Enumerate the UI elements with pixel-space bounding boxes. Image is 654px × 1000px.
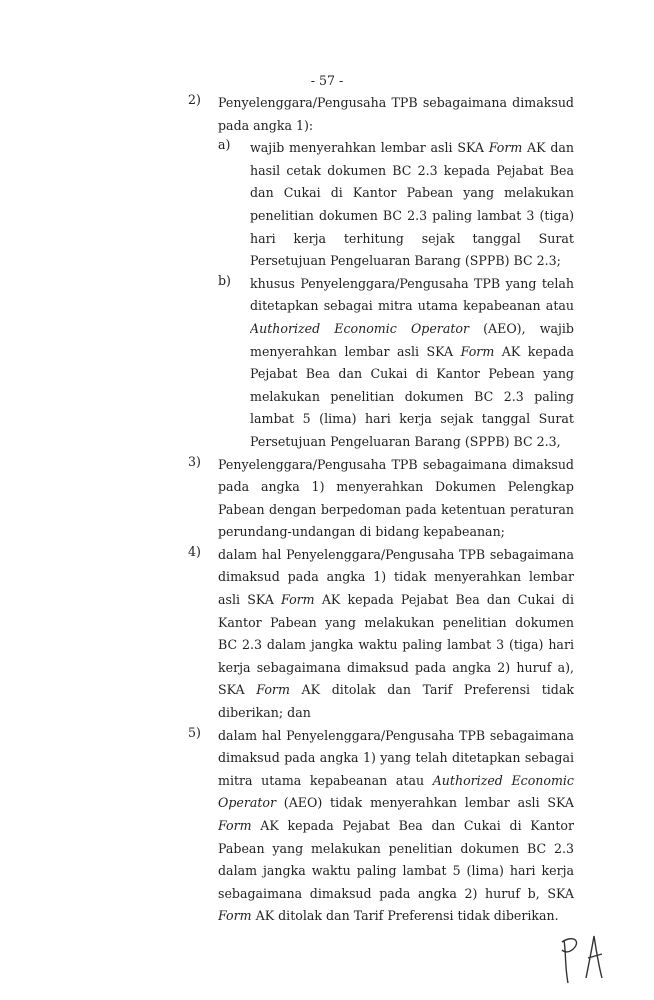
text-line [218, 499, 574, 522]
text-segment: dalam jangka waktu paling lambat 5 (lima) hari kerja [218, 863, 574, 879]
text-segment: AK kepada Pejabat Bea dan Cukai di [314, 592, 574, 608]
text-segment: pada angka 1) menyerahkan Dokumen Pelengkap [218, 479, 574, 495]
text-line [250, 363, 574, 386]
text-segment: Penyelenggara/Pengusaha TPB sebagaimana dimaksud [218, 95, 574, 110]
text-line [250, 137, 574, 160]
text-line [218, 747, 574, 770]
text-segment: diberikan; dan [218, 705, 311, 721]
text-segment: sebagaimana dimaksud pada angka 2) huruf b, SKA [218, 885, 574, 901]
text-segment: (AEO) tidak menyerahkan lembar asli SKA [276, 795, 574, 811]
text-line [218, 838, 574, 861]
text-segment: Pejabat Bea dan Cukai di Kantor Pebean yang [250, 366, 574, 382]
text-line [218, 657, 574, 680]
document-body [188, 92, 574, 928]
text-line [250, 250, 574, 273]
text-segment: SKA [218, 682, 257, 698]
sub-list-item-letter: b) [218, 272, 231, 288]
text-segment: dimaksud pada angka 1) yang telah ditetapkan sebagai [218, 750, 574, 766]
text-line [218, 92, 574, 115]
italic-text-segment: Authorized Economic [432, 772, 574, 788]
sub-list-item [218, 137, 574, 273]
text-segment: kerja sebagaimana dimaksud pada angka 2) huruf a), [218, 659, 574, 675]
text-segment: dalam hal Penyelenggara/Pengusaha TPB sebagaimana [218, 546, 574, 562]
text-line [218, 860, 574, 883]
text-segment: wajib menyerahkan lembar asli SKA [250, 140, 489, 156]
text-line [250, 205, 574, 228]
text-line [218, 589, 574, 612]
text-line [218, 770, 574, 793]
text-segment: BC 2.3 dalam jangka waktu paling lambat 3 (tiga) hari [218, 637, 574, 653]
text-line [218, 792, 574, 815]
list-item-text [218, 725, 574, 928]
text-segment: Pabean dengan berpedoman pada ketentuan peraturan [218, 501, 574, 517]
italic-text-segment: Form [281, 592, 315, 608]
text-segment: hasil cetak dokumen BC 2.3 kepada Pejabat Bea [250, 162, 574, 178]
text-segment: Kantor Pabean yang melakukan penelitian dokumen [218, 614, 574, 630]
text-line [218, 566, 574, 589]
text-line [218, 544, 574, 567]
text-segment: perundang-undangan di bidang kepabeanan; [218, 524, 505, 540]
text-segment: Persetujuan Pengeluaran Barang (SPPB) BC 2.3; [250, 253, 561, 269]
text-segment: AK kepada [494, 343, 574, 359]
text-segment: AK ditolak dan Tarif Preferensi tidak [289, 682, 574, 698]
text-segment: dan Cukai di Kantor Pabean yang melakukan [250, 185, 574, 201]
text-line [250, 273, 574, 296]
text-line [218, 521, 574, 544]
text-segment: lambat 5 (lima) hari kerja sejak tanggal Surat [250, 411, 574, 427]
list-item [188, 92, 574, 454]
italic-text-segment: Authorized Economic Operator [250, 320, 469, 336]
text-segment: AK kepada Pejabat Bea dan Cukai di Kantor [251, 818, 574, 833]
text-segment: AK dan [522, 140, 574, 156]
text-line [250, 160, 574, 183]
text-line [250, 386, 574, 409]
text-line [218, 905, 574, 928]
text-line [218, 612, 574, 635]
text-line [218, 476, 574, 499]
sub-list-item [218, 273, 574, 454]
page-number: - 57 - [310, 73, 344, 88]
sub-list-item-text [250, 273, 574, 454]
text-segment: dimaksud pada angka 1) tidak menyerahkan lembar [218, 569, 574, 585]
list-item [188, 725, 574, 928]
list-item-number: 4) [188, 543, 201, 559]
text-line [250, 182, 574, 205]
text-line [218, 815, 574, 838]
text-segment: AK ditolak dan Tarif Preferensi tidak diberikan. [251, 908, 559, 924]
text-segment: Persetujuan Pengeluaran Barang (SPPB) BC 2.3, [250, 433, 561, 449]
text-line [250, 228, 574, 251]
text-segment: penelitian dokumen BC 2.3 paling lambat 3 (tiga) [250, 207, 574, 223]
list-item-number: 5) [188, 724, 201, 740]
text-line [218, 883, 574, 906]
text-segment: asli SKA [218, 592, 282, 608]
list-item [188, 454, 574, 544]
text-segment: hari kerja terhitung sejak tanggal Surat [250, 230, 574, 246]
text-segment: melakukan penelitian dokumen BC 2.3 paling [250, 388, 574, 404]
italic-text-segment: Form [460, 343, 495, 359]
text-line [250, 295, 574, 318]
text-line [250, 408, 574, 431]
text-segment: (AEO), wajib [469, 320, 574, 336]
text-line [250, 431, 574, 454]
text-segment: pada angka 1): [218, 117, 314, 133]
text-line [250, 318, 574, 341]
text-line [218, 679, 574, 702]
list-item-text [218, 92, 574, 454]
text-line [218, 115, 574, 138]
italic-text-segment: Form [256, 682, 290, 698]
italic-text-segment: Form [488, 140, 523, 156]
text-segment: khusus Penyelenggara/Pengusaha TPB yang telah [250, 275, 574, 291]
text-segment: dalam hal Penyelenggara/Pengusaha TPB sebagaimana [218, 727, 574, 743]
list-item-number: 3) [188, 453, 201, 469]
text-segment: mitra utama kepabeanan atau [218, 772, 433, 788]
italic-text-segment: Operator [218, 795, 277, 811]
text-line [218, 634, 574, 657]
text-segment: menyerahkan lembar asli SKA [250, 343, 461, 359]
sub-list-item-letter: a) [218, 137, 231, 153]
text-segment: ditetapkan sebagai mitra utama kepabeanan atau [250, 298, 574, 314]
signature-initials [556, 928, 616, 988]
text-line [250, 341, 574, 364]
italic-text-segment: Form [218, 818, 252, 833]
text-line [218, 702, 574, 725]
list-item-text [218, 544, 574, 725]
text-line [218, 454, 574, 477]
list-item-text [218, 454, 574, 544]
list-item-number: 2) [188, 92, 201, 107]
text-segment: Penyelenggara/Pengusaha TPB sebagaimana dimaksud [218, 456, 574, 472]
list-item [188, 544, 574, 725]
sub-list-item-text [250, 137, 574, 273]
text-line [218, 725, 574, 748]
text-segment: Pabean yang melakukan penelitian dokumen BC 2.3 [218, 840, 574, 856]
italic-text-segment: Form [218, 908, 252, 924]
